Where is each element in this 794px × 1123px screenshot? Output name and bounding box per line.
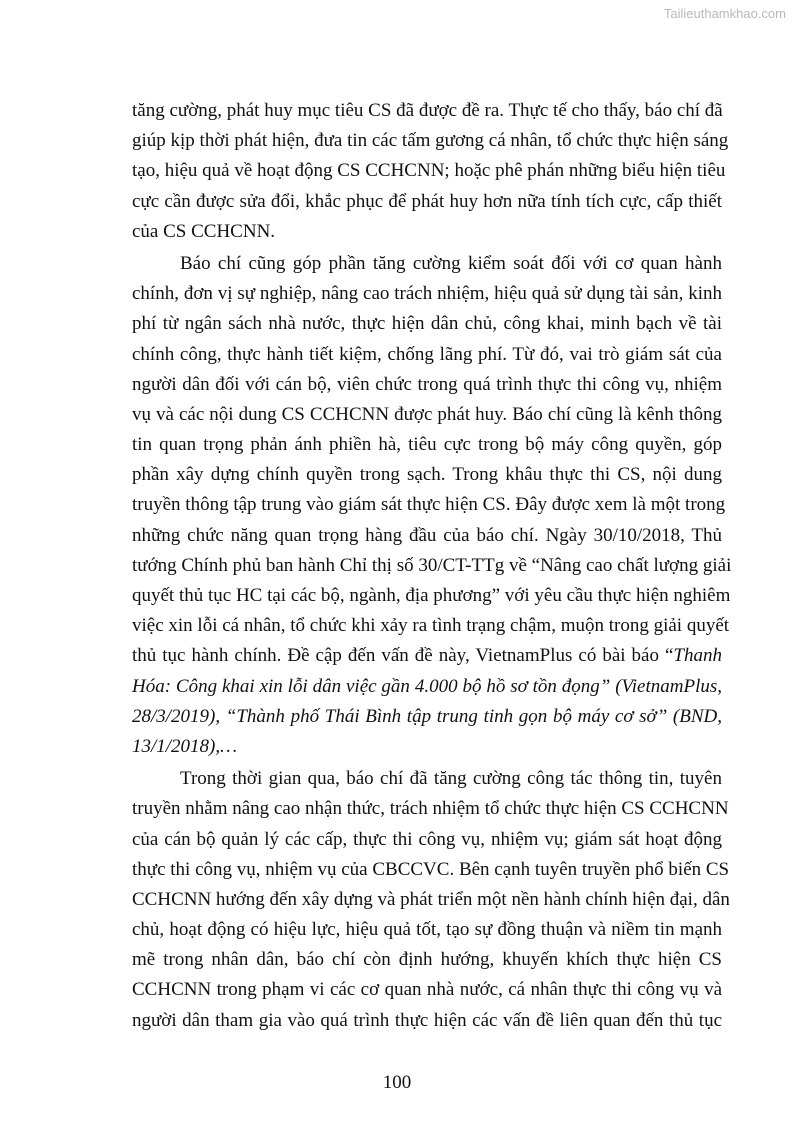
text-line: quyết thủ tục HC tại các bộ, ngành, địa phương” với yêu cầu thực hiện nghiêm	[132, 585, 731, 606]
text-line: việc xin lỗi cá nhân, tổ chức khi xảy ra tình trạng chậm, muộn trong giải quyết	[132, 615, 730, 637]
page-number: 100	[382, 1072, 412, 1093]
italic-segment: 13/1/2018),…	[132, 735, 238, 757]
text-line: vụ và các nội dung CS CCHCNN được phát huy. Báo chí cũng là kênh thông	[132, 403, 722, 425]
text-line: của CS CCHCNN.	[132, 220, 276, 242]
text-line: CCHCNN hướng đến xây dựng và phát triển một nền hành chính hiện đại, dân	[132, 888, 730, 910]
text-segment: thủ tục hành chính. Đề cập đến vấn đề này, VietnamPlus có bài báo “	[132, 645, 674, 667]
text-line: truyền nhằm nâng cao nhận thức, trách nhiệm tổ chức thực hiện CS CCHCNN	[132, 798, 729, 820]
text-line: tướng Chính phủ ban hành Chỉ thị số 30/CT-TTg về “Nâng cao chất lượng giải	[132, 554, 732, 576]
text-line: truyền thông tập trung vào giám sát thực hiện CS. Đây được xem là một trong	[132, 494, 726, 516]
text-line: thực thi công vụ, nhiệm vụ của CBCCVC. Bên cạnh tuyên truyền phổ biến CS	[132, 858, 730, 880]
watermark: Tailieuthamkhao.com	[663, 6, 786, 21]
italic-segment: 28/3/2019), “Thành phố Thái Bình tập trung tinh gọn bộ máy cơ sở” (BND,	[132, 705, 722, 727]
text-line: mẽ trong nhân dân, báo chí còn định hướng, khuyến khích thực hiện CS	[132, 949, 722, 971]
text-line: phần xây dựng chính quyền trong sạch. Trong khâu thực thi CS, nội dung	[132, 464, 722, 486]
text-line	[132, 672, 722, 702]
text-line: những chức năng quan trọng hàng đầu của báo chí. Ngày 30/10/2018, Thủ	[132, 524, 722, 546]
body-text	[132, 96, 732, 1036]
text-line: người dân đối với cán bộ, viên chức trong quá trình thực thi công vụ, nhiệm	[132, 373, 722, 395]
text-line	[132, 732, 722, 762]
text-line: tạo, hiệu quả về hoạt động CS CCHCNN; hoặc phê phán những biểu hiện tiêu	[132, 160, 726, 182]
text-line: của cán bộ quản lý các cấp, thực thi công vụ, nhiệm vụ; giám sát hoạt động	[132, 828, 722, 850]
text-line: người dân tham gia vào quá trình thực hiện các vấn đề liên quan đến thủ tục	[132, 1009, 722, 1031]
text-line: phí từ ngân sách nhà nước, thực hiện dân chủ, công khai, minh bạch về tài	[132, 313, 722, 335]
text-line: tăng cường, phát huy mục tiêu CS đã được đề ra. Thực tế cho thấy, báo chí đã	[132, 100, 723, 121]
text-line: CCHCNN trong phạm vi các cơ quan nhà nước, cá nhân thực thi công vụ và	[132, 979, 722, 1001]
text-line: chủ, hoạt động có hiệu lực, hiệu quả tốt, tạo sự đồng thuận và niềm tin mạnh	[132, 919, 722, 941]
text-line: Trong thời gian qua, báo chí đã tăng cường công tác thông tin, tuyên	[180, 768, 722, 790]
text-line: cực cần được sửa đổi, khắc phục để phát huy hơn nữa tính tích cực, cấp thiết	[132, 190, 722, 212]
text-line: chính công, thực hành tiết kiệm, chống lãng phí. Từ đó, vai trò giám sát của	[132, 343, 722, 365]
text-line: tin quan trọng phản ánh phiền hà, tiêu cực trong bộ máy công quyền, góp	[132, 434, 722, 456]
italic-segment: Hóa: Công khai xin lỗi dân việc gần 4.000 bộ hồ sơ tồn đọng” (VietnamPlus,	[132, 675, 722, 697]
italic-segment: Thanh	[673, 645, 722, 667]
text-line	[132, 702, 722, 732]
text-line: giúp kịp thời phát hiện, đưa tin các tấm gương cá nhân, tổ chức thực hiện sáng	[132, 130, 729, 152]
text-line: Báo chí cũng góp phần tăng cường kiểm soát đối với cơ quan hành	[180, 252, 722, 274]
text-line: chính, đơn vị sự nghiệp, nâng cao trách nhiệm, hiệu quả sử dụng tài sản, kinh	[132, 283, 722, 305]
text-line	[132, 641, 722, 671]
